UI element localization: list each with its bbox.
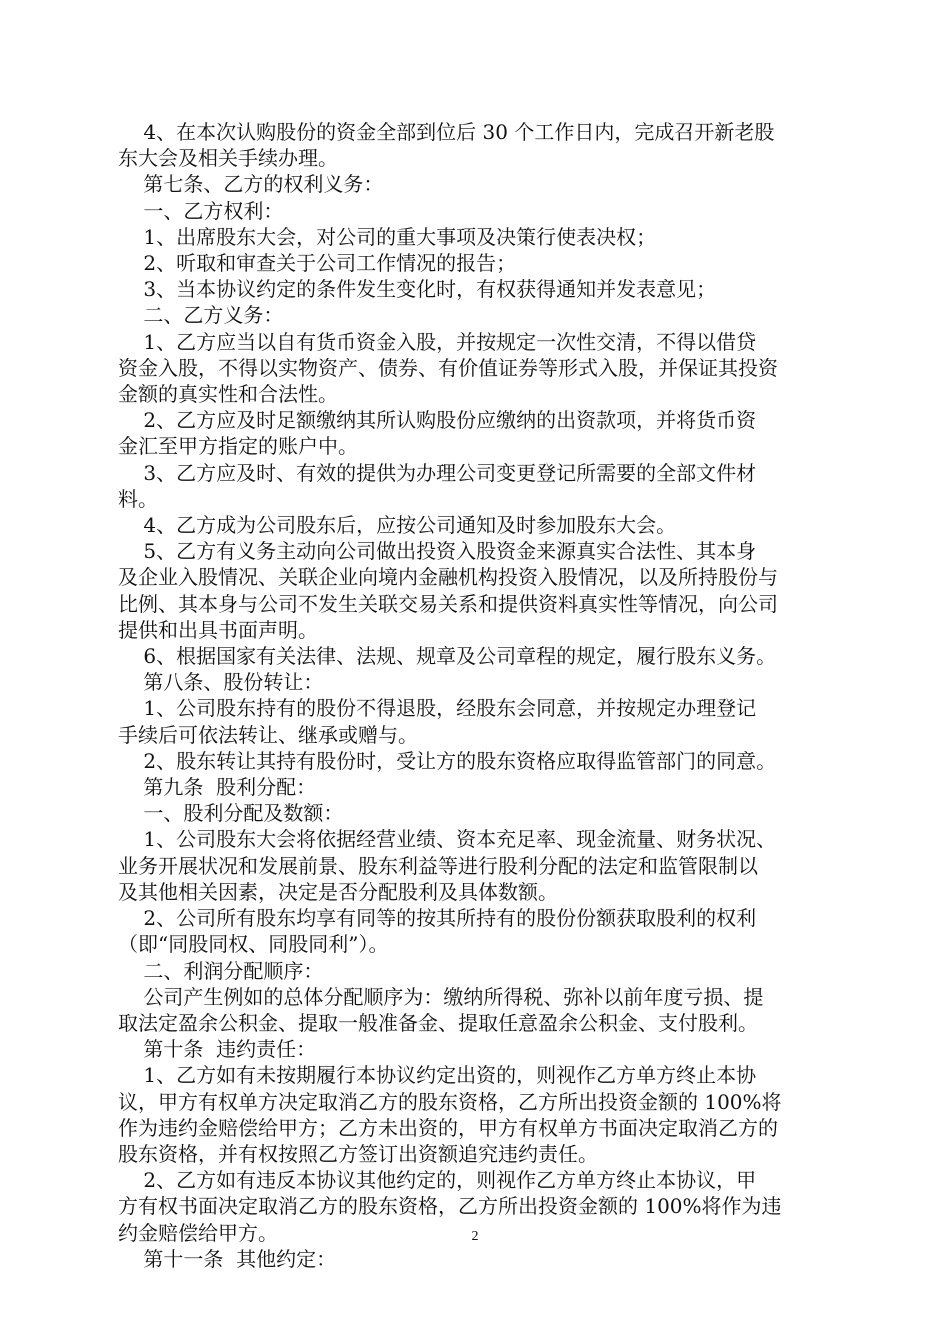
text-line: 取法定盈余公积金、提取一般准备金、提取任意盈余公积金、支付股利。 <box>118 1010 758 1035</box>
text-line: 第八条、股份转让： <box>118 670 324 695</box>
text-line: 方有权书面决定取消乙方的股东资格，乙方所出投资金额的 100%将作为违 <box>118 1194 782 1219</box>
text-line: 作为违约金赔偿给甲方；乙方未出资的，甲方有权单方书面决定取消乙方的 <box>118 1115 778 1140</box>
text-line: 约金赔偿给甲方。 <box>118 1220 278 1245</box>
text-line: 4、乙方成为公司股东后，应按公司通知及时参加股东大会。 <box>118 513 677 538</box>
text-line: 比例、其本身与公司不发生关联交易关系和提供资料真实性等情况，向公司 <box>118 591 778 616</box>
text-line: 金汇至甲方指定的账户中。 <box>118 434 358 459</box>
text-line: 1、出席股东大会，对公司的重大事项及决策行使表决权； <box>118 224 657 249</box>
text-line: 2、听取和审查关于公司工作情况的报告； <box>118 251 517 276</box>
text-line: 1、公司股东大会将依据经营业绩、资本充足率、现金流量、财务状况、 <box>118 827 777 852</box>
text-line: 5、乙方有义务主动向公司做出投资入股资金来源真实合法性、其本身 <box>118 539 757 564</box>
text-line: 第九条 股利分配： <box>118 775 317 800</box>
text-line: 金额的真实性和合法性。 <box>118 382 338 407</box>
text-line: 料。 <box>118 486 158 511</box>
text-line: 及其他相关因素，决定是否分配股利及具体数额。 <box>118 879 558 904</box>
text-line: 6、根据国家有关法律、法规、规章及公司章程的规定，履行股东义务。 <box>118 644 777 669</box>
text-line: 东大会及相关手续办理。 <box>118 146 338 171</box>
text-line: 2、股东转让其持有股份时，受让方的股东资格应取得监管部门的同意。 <box>118 748 777 773</box>
text-line: （即“同股同权、同股同利”）。 <box>118 932 389 957</box>
text-line: 第十一条 其他约定： <box>118 1246 337 1271</box>
page-number: 2 <box>471 1229 479 1244</box>
text-line: 公司产生例如的总体分配顺序为：缴纳所得税、弥补以前年度亏损、提 <box>118 984 764 1009</box>
text-line: 议，甲方有权单方决定取消乙方的股东资格，乙方所出投资金额的 100%将 <box>118 1089 782 1114</box>
text-line: 2、乙方应及时足额缴纳其所认购股份应缴纳的出资款项，并将货币资 <box>118 408 757 433</box>
text-line: 1、乙方应当以自有货币资金入股，并按规定一次性交清，不得以借贷 <box>118 329 757 354</box>
text-line: 二、利润分配顺序： <box>118 958 324 983</box>
text-line: 1、公司股东持有的股份不得退股，经股东会同意，并按规定办理登记 <box>118 696 757 721</box>
text-line: 资金入股，不得以实物资产、债券、有价值证券等形式入股，并保证其投资 <box>118 355 778 380</box>
text-line: 业务开展状况和发展前景、股东利益等进行股利分配的法定和监管限制以 <box>118 853 758 878</box>
text-line: 2、公司所有股东均享有同等的按其所持有的股份份额获取股利的权利 <box>118 906 757 931</box>
document-body <box>118 119 832 1272</box>
text-line: 4、在本次认购股份的资金全部到位后 30 个工作日内，完成召开新老股 <box>118 120 775 144</box>
text-line: 股东资格，并有权按照乙方签订出资额追究违约责任。 <box>118 1141 598 1166</box>
text-line: 1、乙方如有未按期履行本协议约定出资的，则视作乙方单方终止本协 <box>118 1063 757 1088</box>
text-line: 3、乙方应及时、有效的提供为办理公司变更登记所需要的全部文件材 <box>118 460 757 485</box>
text-line: 2、乙方如有违反本协议其他约定的，则视作乙方单方终止本协议，甲 <box>118 1168 757 1193</box>
text-line: 一、乙方权利： <box>118 198 284 223</box>
text-line: 手续后可依法转让、继承或赠与。 <box>118 722 418 747</box>
text-line: 提供和出具书面声明。 <box>118 617 318 642</box>
text-line: 3、当本协议约定的条件发生变化时，有权获得通知并发表意见； <box>118 277 717 302</box>
text-line: 及企业入股情况、关联企业向境内金融机构投资入股情况，以及所持股份与 <box>118 565 778 590</box>
text-line: 一、股利分配及数额： <box>118 801 344 826</box>
text-line: 第十条 违约责任： <box>118 1037 317 1062</box>
text-line: 第七条、乙方的权利义务： <box>118 172 384 197</box>
text-line: 二、乙方义务： <box>118 303 284 328</box>
